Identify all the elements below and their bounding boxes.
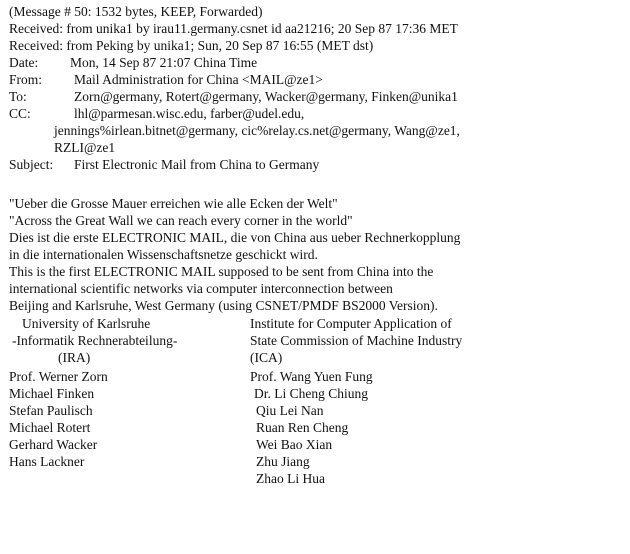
right-signatory: Prof. Wang Yuen Fung (250, 369, 373, 384)
body-line-2: "Across the Great Wall we can reach every corner in the world" (9, 213, 353, 228)
cc-line-1: lhl@parmesan.wisc.edu, farber@udel.edu, (74, 106, 305, 121)
right-signatory: Qiu Lei Nan (256, 403, 324, 418)
right-signatory: Dr. Li Cheng Chiung (254, 386, 368, 401)
right-signatory: Zhao Li Hua (256, 471, 325, 486)
body-line-3: Dies ist die erste ELECTRONIC MAIL, die von China aus ueber Rechnerkopplung (9, 230, 461, 245)
date-value: Mon, 14 Sep 87 21:07 China Time (70, 55, 258, 70)
right-signatory: Zhu Jiang (256, 454, 310, 469)
left-org-line-3: (IRA) (58, 350, 91, 365)
cc-line-3: RZLI@ze1 (54, 140, 116, 155)
right-signatory: Wei Bao Xian (256, 437, 333, 452)
cc-line-2: jennings%irlean.bitnet@germany, cic%relay.cs.net@germany, Wang@ze1, (54, 123, 460, 138)
body-line-6: international scientific networks via computer interconnection between (9, 281, 393, 296)
to-value: Zorn@germany, Rotert@germany, Wacker@germany, Finken@unika1 (74, 89, 458, 104)
cc-label: CC: (9, 106, 31, 121)
left-signatory: Michael Rotert (9, 420, 91, 435)
date-label: Date: (9, 55, 39, 70)
from-label: From: (9, 72, 43, 87)
received-line-1: Received: from unika1 by irau11.germany.csnet id aa21216; 20 Sep 87 17:36 MET (9, 21, 458, 36)
right-org-line-2: State Commission of Machine Industry (250, 333, 463, 348)
right-org-line-3: (ICA) (250, 350, 283, 365)
message-info: (Message # 50: 1532 bytes, KEEP, Forwarded) (9, 4, 263, 19)
body-line-7: Beijing and Karlsruhe, West Germany (using CSNET/PMDF BS2000 Version). (9, 298, 438, 313)
subject-value: First Electronic Mail from China to Germany (74, 157, 320, 172)
subject-label: Subject: (9, 157, 54, 172)
body-line-1: "Ueber die Grosse Mauer erreichen wie alle Ecken der Welt" (9, 196, 338, 211)
right-org-line-1: Institute for Computer Application of (250, 316, 452, 331)
from-value: Mail Administration for China <MAIL@ze1> (74, 72, 323, 87)
left-signatory: Prof. Werner Zorn (9, 369, 108, 384)
left-signatory: Hans Lackner (9, 454, 85, 469)
left-org-line-1: University of Karlsruhe (22, 316, 151, 331)
right-signatory: Ruan Ren Cheng (256, 420, 349, 435)
body-line-5: This is the first ELECTRONIC MAIL supposed to be sent from China into the (9, 264, 434, 279)
left-org-line-2: -Informatik Rechnerabteilung- (12, 333, 178, 348)
to-label: To: (9, 89, 27, 104)
left-signatory: Michael Finken (9, 386, 95, 401)
left-signatory: Stefan Paulisch (9, 403, 93, 418)
left-signatory: Gerhard Wacker (9, 437, 98, 452)
body-line-4: in die internationalen Wissenschaftsnetze geschickt wird. (9, 247, 318, 262)
received-line-2: Received: from Peking by unika1; Sun, 20 Sep 87 16:55 (MET dst) (9, 38, 374, 53)
